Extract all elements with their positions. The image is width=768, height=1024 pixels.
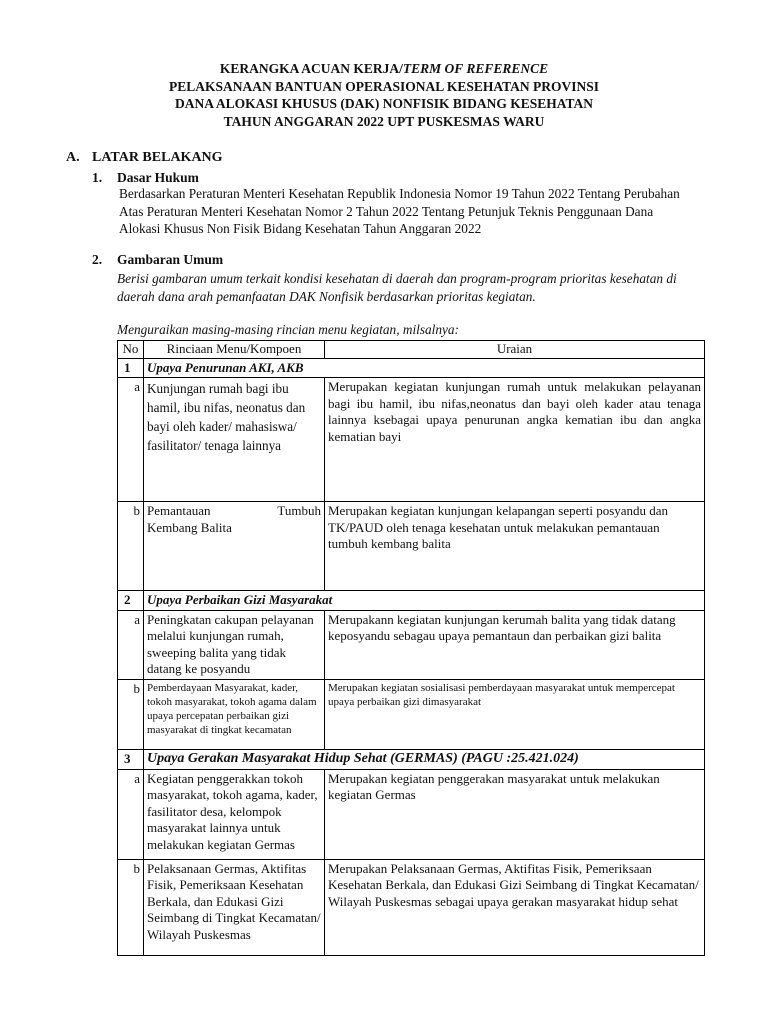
- item-uraian: Merupakann kegiatan kunjungan kerumah balita yang tidak datang keposyandu sebagau upaya pemantaun dan perbaikan gizi balita: [325, 610, 705, 679]
- paragraph-line: Berdasarkan Peraturan Menteri Kesehatan Republik Indonesia Nomor 19 Tahun 2022 Tentang Perubahan: [119, 186, 680, 201]
- dasar-hukum-paragraph: [119, 185, 719, 238]
- table-row: [118, 502, 705, 591]
- item-menu: Peningkatan cakupan pelayanan melalui kunjungan rumah, sweeping balita yang tidak datang ke posyandu: [144, 610, 325, 679]
- item-menu: Pemberdayaan Masyarakat, kader, tokoh masyarakat, tokoh agama dalam upaya percepatan perbaikan gizi masyarakat di tingkat kecamatan: [144, 679, 325, 749]
- table-header-row: [118, 341, 705, 359]
- item-menu: [144, 502, 325, 591]
- table-row: [118, 378, 705, 502]
- rincian-menu-table: [117, 340, 705, 956]
- paragraph-line: Atas Peraturan Menteri Kesehatan Nomor 2 Tahun 2022 Tentang Petunjuk Teknis Penggunaan Dana: [119, 203, 654, 219]
- item-menu: Kunjungan rumah bagi ibu hamil, ibu nifas, neonatus dan bayi oleh kader/ mahasiswa/ fasilitator/ tenaga lainnya: [144, 378, 325, 502]
- group-title: Upaya Perbaikan Gizi Masyarakat: [144, 591, 705, 611]
- paragraph-line: Berisi gambaran umum terkait kondisi kesehatan di daerah dan program-program prioritas kesehatan di: [117, 271, 677, 286]
- header-menu: Rinciaan Menu/Kompoen: [144, 341, 325, 359]
- section-letter: A.: [66, 150, 80, 165]
- section-a-heading: [66, 150, 223, 166]
- title-italic: TERM OF REFERENCE: [402, 61, 549, 76]
- table-group-row: [118, 749, 705, 769]
- header-no: No: [118, 341, 144, 359]
- item-uraian: Merupakan kegiatan kunjungan rumah untuk melakukan pelayanan bagi ibu hamil, ibu nifas,neonatus dan bayi oleh kader atau tenaga lainnya ksebagai upaya penurunan angka kematian ibu dan angka kematian bayi: [325, 378, 705, 502]
- title-line-1: KERANGKA ACUAN KERJA/TERM OF REFERENCE: [219, 61, 549, 76]
- subsection-label: Gambaran Umum: [117, 252, 224, 267]
- table-row: [118, 859, 705, 955]
- table-row: [118, 679, 705, 749]
- paragraph-line: daerah dana arah pemanfaatan DAK Nonfisik berdasarkan prioritas kegiatan.: [117, 288, 536, 304]
- table-intro: Menguraikan masing-masing rincian menu kegiatan, milsalnya:: [117, 322, 459, 337]
- subsection-number: 2.: [92, 252, 103, 267]
- table-group-row: [118, 591, 705, 611]
- group-number: 3: [118, 749, 144, 769]
- item-letter: b: [118, 679, 144, 749]
- title-line-3: DANA ALOKASI KHUSUS (DAK) NONFISIK BIDANG KESEHATAN: [174, 96, 594, 111]
- item-menu: Kegiatan penggerakkan tokoh masyarakat, tokoh agama, kader, fasilitator desa, kelompok masyarakat lainnya untuk melakukan kegiatan Germas: [144, 769, 325, 859]
- document-title: [0, 60, 768, 130]
- item-letter: a: [118, 378, 144, 502]
- item-menu-line: Pemantauan Tumbuh: [147, 503, 321, 518]
- table-row: [118, 610, 705, 679]
- subsection-number: 1.: [92, 170, 103, 185]
- title-line-2: PELAKSANAAN BANTUAN OPERASIONAL KESEHATAN PROVINSI: [168, 78, 600, 94]
- item-letter: b: [118, 502, 144, 591]
- gambaran-umum-heading: [92, 252, 223, 268]
- gambaran-umum-paragraph: [117, 270, 717, 305]
- item-uraian: Merupakan Pelaksanaan Germas, Aktifitas Fisik, Pemeriksaan Kesehatan Berkala, dan Edukasi Gizi Seimbang di Tingkat Kecamatan/ Wilayah Puskesmas sebagai upaya gerakan masyarakat hidup sehat: [325, 859, 705, 955]
- item-uraian: Merupakan kegiatan sosialisasi pemberdayaan masyarakat untuk mempercepat upaya perbaikan gizi dimasyarakat: [325, 679, 705, 749]
- group-number: 1: [118, 358, 144, 378]
- item-letter: a: [118, 610, 144, 679]
- item-uraian: Merupakan kegiatan penggerakan masyarakat untuk melakukan kegiatan Germas: [325, 769, 705, 859]
- header-uraian: Uraian: [325, 341, 705, 359]
- group-title: Upaya Penurunan AKI, AKB: [144, 358, 705, 378]
- group-title: Upaya Gerakan Masyarakat Hidup Sehat (GERMAS) (PAGU :25.421.024): [144, 749, 705, 769]
- subsection-label: Dasar Hukum: [117, 170, 199, 185]
- item-uraian: Merupakan kegiatan kunjungan kelapangan seperti posyandu dan TK/PAUD oleh tenaga kesehatan untuk melakukan pemantauan tumbuh kembang balita: [325, 502, 705, 591]
- table-group-row: [118, 358, 705, 378]
- table-row: [118, 769, 705, 859]
- group-number: 2: [118, 591, 144, 611]
- item-letter: a: [118, 769, 144, 859]
- item-menu: Pelaksanaan Germas, Aktifitas Fisik, Pemeriksaan Kesehatan Berkala, dan Edukasi Gizi Seimbang di Tingkat Kecamatan/ Wilayah Puskesmas: [144, 859, 325, 955]
- paragraph-line: Alokasi Khusus Non Fisik Bidang Kesehatan Tahun Anggaran 2022: [119, 221, 482, 236]
- section-label: LATAR BELAKANG: [92, 150, 223, 165]
- item-letter: b: [118, 859, 144, 955]
- item-menu-line: Kembang Balita: [147, 519, 232, 535]
- title-line-4: TAHUN ANGGARAN 2022 UPT PUSKESMAS WARU: [223, 113, 545, 129]
- dasar-hukum-heading: [92, 170, 199, 186]
